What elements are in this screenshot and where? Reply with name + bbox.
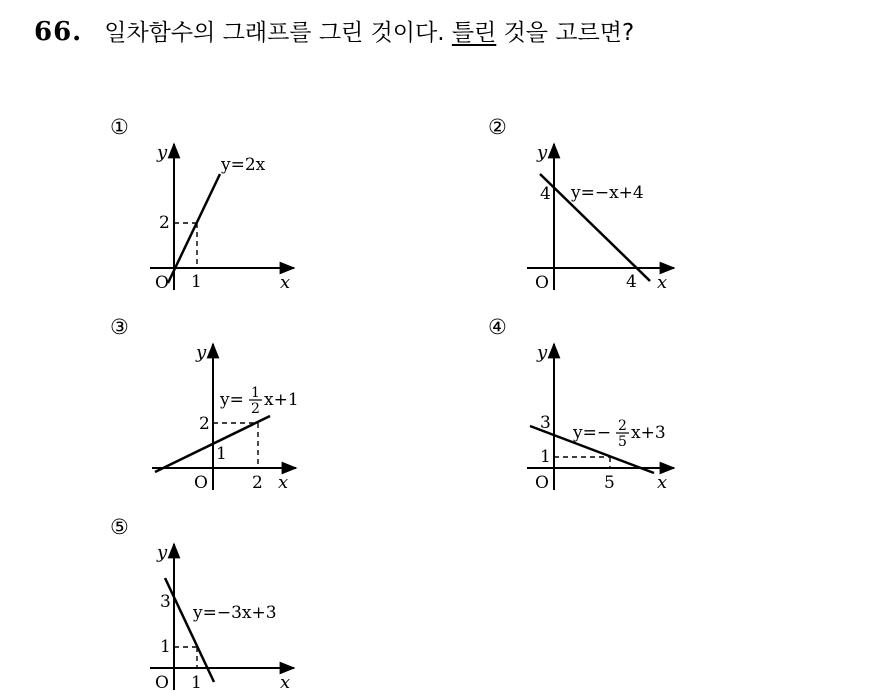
- x-axis-label: x: [657, 472, 668, 493]
- graph-line: [165, 578, 214, 682]
- fraction-numerator: 1: [251, 385, 260, 401]
- tick-label: 2: [159, 213, 170, 233]
- equation-lhs: y=: [220, 390, 244, 410]
- tick-label: 3: [540, 413, 551, 433]
- choice-2-marker: ②: [488, 115, 507, 139]
- tick-label: 4: [540, 184, 551, 204]
- y-axis-label: y: [196, 342, 207, 363]
- tick-label: 1: [160, 637, 171, 657]
- origin-label: O: [155, 673, 169, 693]
- choice-3-marker: ③: [110, 315, 129, 339]
- fraction-denominator: 2: [251, 401, 260, 417]
- tick-label: 1: [191, 272, 202, 292]
- tick-label: 1: [191, 673, 202, 693]
- origin-label: O: [194, 473, 208, 493]
- origin-label: O: [155, 273, 169, 293]
- graph-3: [110, 315, 299, 493]
- x-axis-label: x: [278, 472, 289, 493]
- origin-label: O: [535, 473, 549, 493]
- question-number: 66.: [34, 17, 83, 47]
- tick-label: 4: [626, 272, 637, 292]
- tick-label: 2: [252, 473, 263, 493]
- stem-underlined: 틀린: [451, 20, 497, 46]
- fraction-numerator: 2: [618, 418, 627, 434]
- tick-label: 1: [216, 444, 227, 464]
- fraction-denominator: 5: [618, 434, 627, 450]
- stem-text: 일차함수의 그래프를 그린 것이다.: [104, 20, 445, 46]
- x-axis-label: x: [280, 672, 291, 693]
- graph-2: [488, 115, 674, 293]
- tick-label: 1: [540, 447, 551, 467]
- equation-rhs: x+1: [264, 390, 299, 410]
- equation: y=−3x+3: [193, 603, 277, 623]
- graph-5: [110, 515, 294, 693]
- choice-4-marker: ④: [488, 315, 507, 339]
- x-axis-label: x: [657, 272, 668, 293]
- graph-line: [168, 174, 220, 283]
- equation: [572, 418, 666, 450]
- x-axis-label: x: [280, 272, 291, 293]
- equation: y=−x+4: [571, 183, 644, 203]
- equation-rhs: x+3: [631, 423, 666, 443]
- tick-label: 5: [604, 473, 615, 493]
- equation-lhs: y=−: [573, 423, 612, 443]
- tick-label: 2: [199, 414, 210, 434]
- equation: [219, 385, 299, 417]
- y-axis-label: y: [157, 542, 168, 563]
- graph-1: [110, 115, 294, 293]
- y-axis-label: y: [537, 342, 548, 363]
- origin-label: O: [535, 273, 549, 293]
- choice-1-marker: ①: [110, 115, 129, 139]
- tick-label: 3: [160, 592, 171, 612]
- graph-4: [488, 315, 674, 493]
- y-axis-label: y: [157, 142, 168, 163]
- y-axis-label: y: [537, 142, 548, 163]
- stem-text-end: 것을 고르면?: [503, 20, 635, 46]
- equation: y=2x: [221, 155, 266, 175]
- choice-5-marker: ⑤: [110, 515, 129, 539]
